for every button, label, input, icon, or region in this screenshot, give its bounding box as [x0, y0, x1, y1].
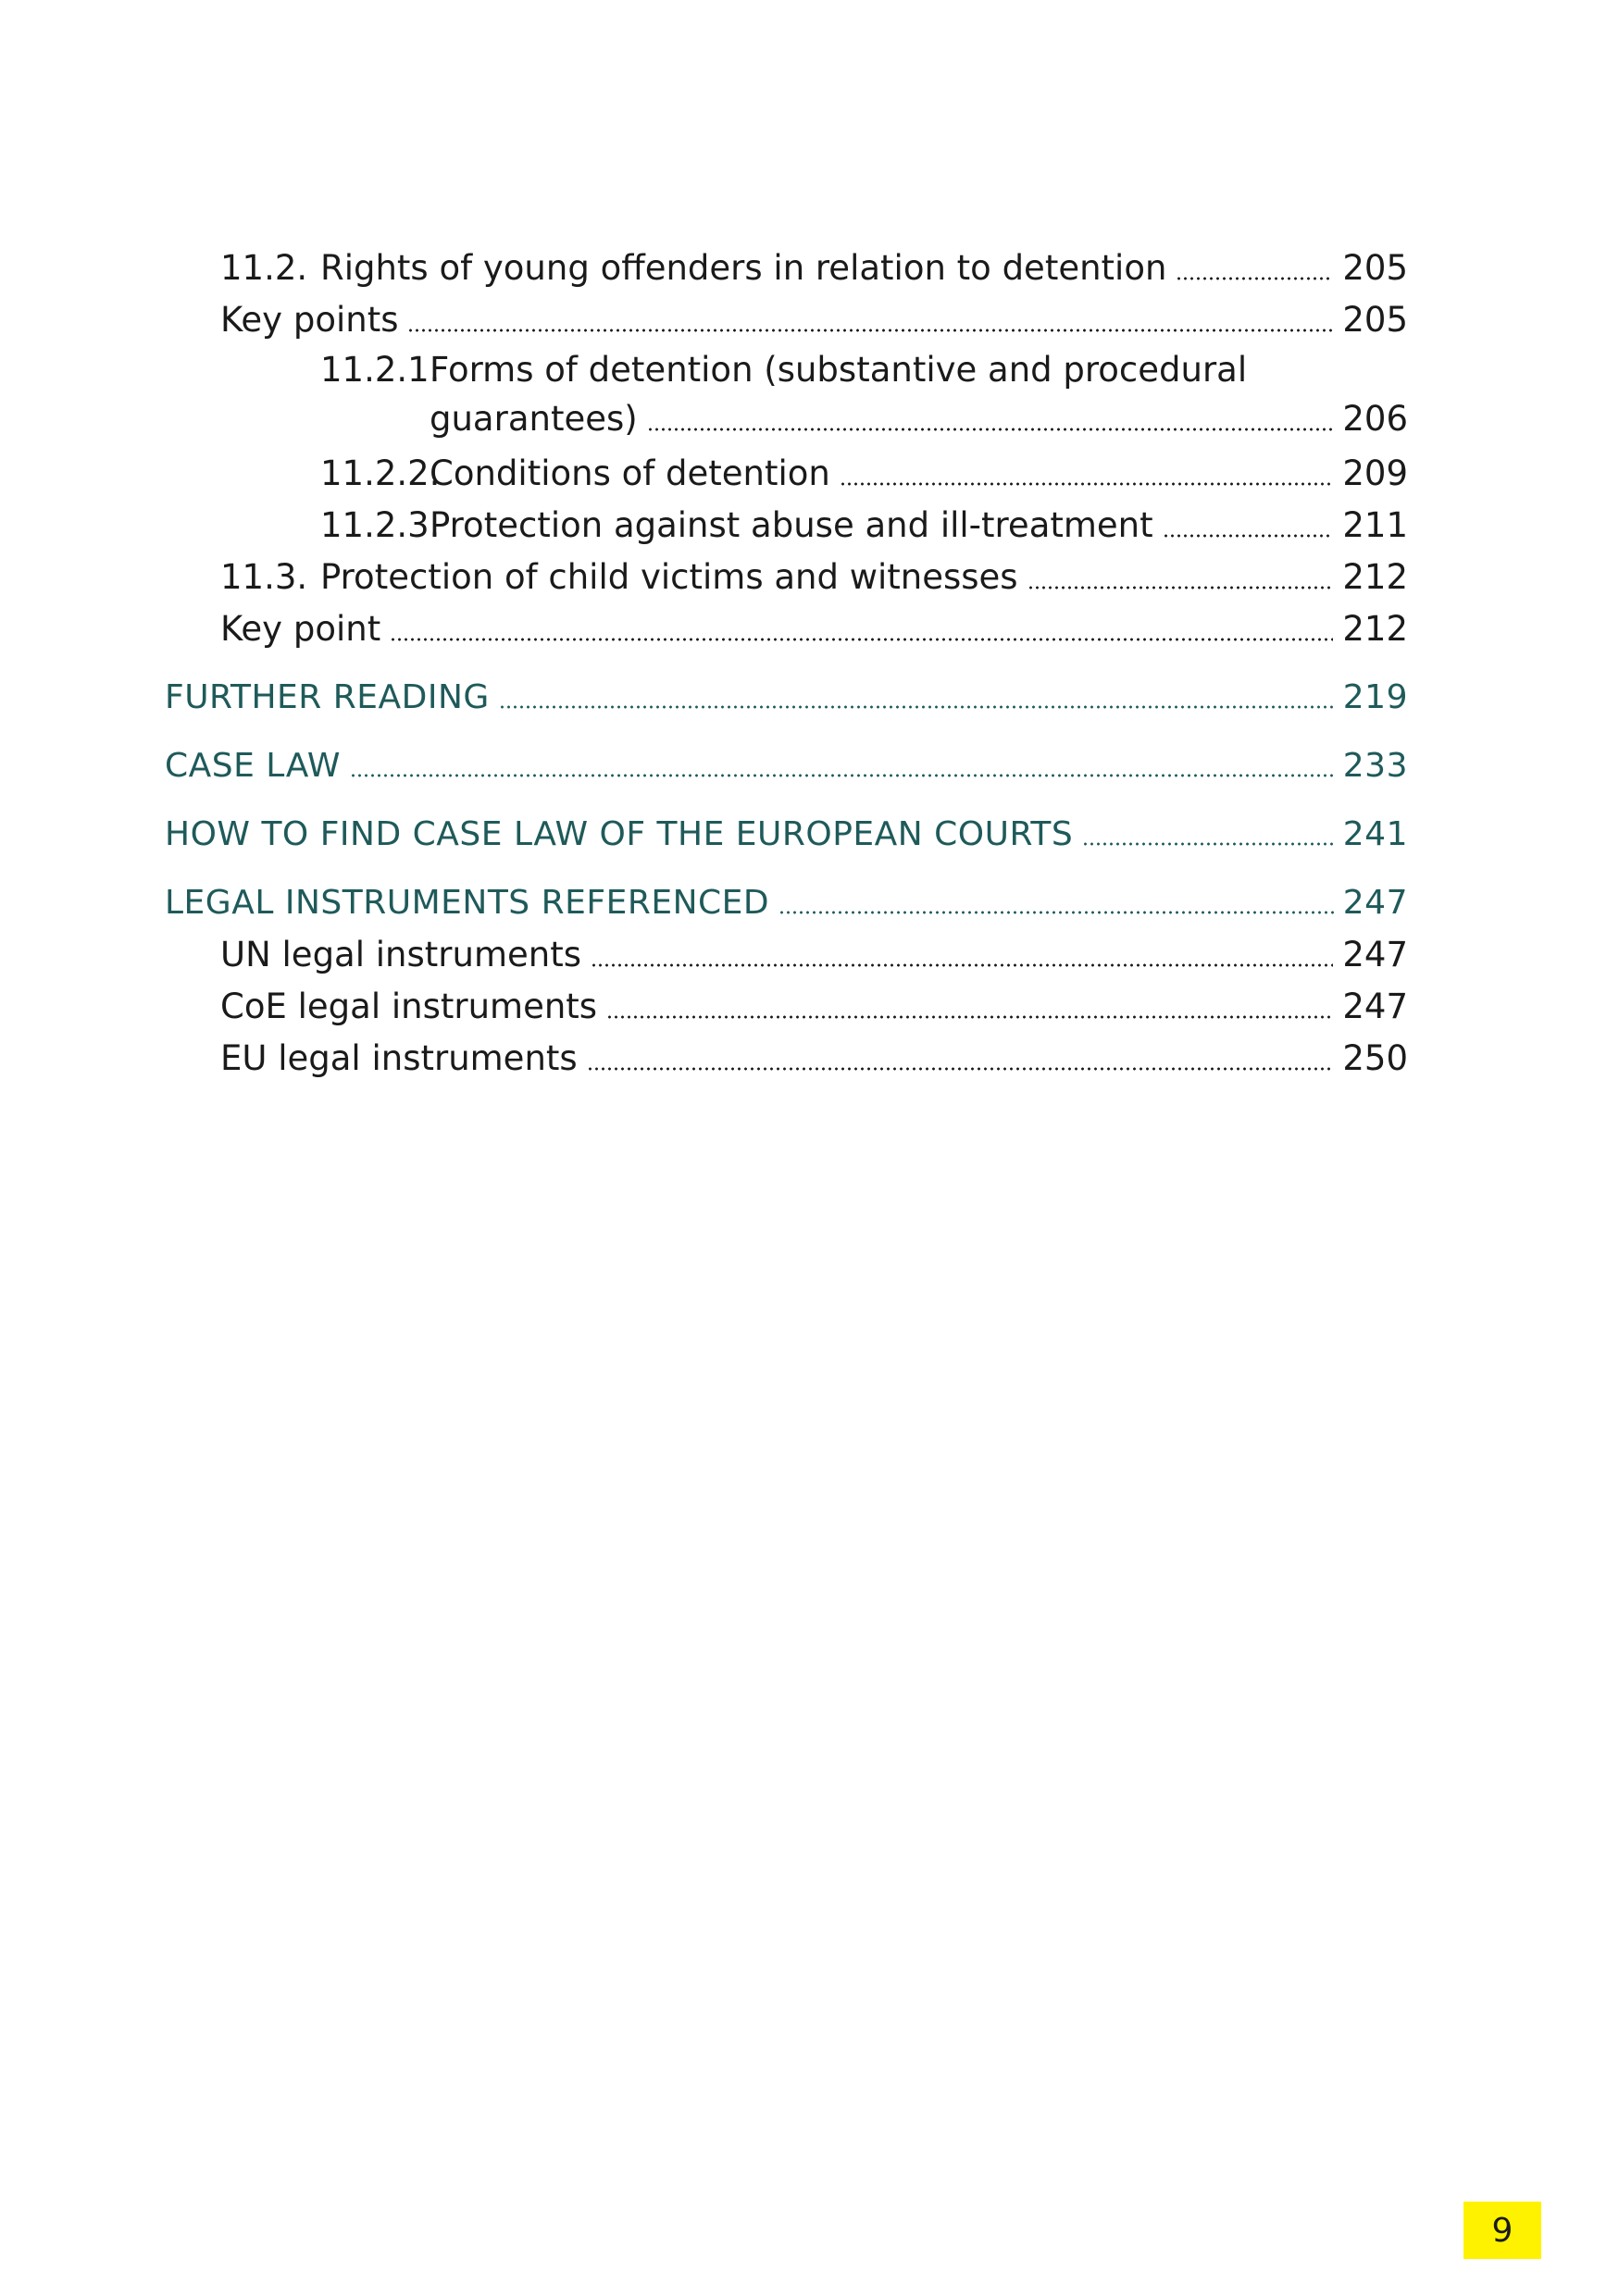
toc-chapter-title: LEGAL INSTRUMENTS REFERENCED	[165, 884, 770, 922]
toc-entry-title-continued: guarantees)	[430, 399, 638, 439]
toc-entry-11-2-2[interactable]	[165, 448, 1408, 500]
toc-entry-page: 209	[1342, 453, 1408, 493]
dot-leader	[1027, 556, 1334, 590]
dot-leader	[407, 299, 1333, 333]
toc-chapter-page: 233	[1342, 747, 1408, 785]
toc-entry-page: 247	[1342, 987, 1408, 1026]
toc-entry-key-points[interactable]	[165, 294, 1408, 346]
toc-chapter-title: CASE LAW	[165, 747, 341, 785]
toc-entry-number: 11.2.3.	[320, 505, 441, 545]
toc-entry-page: 250	[1342, 1038, 1408, 1078]
toc-chapter-page: 241	[1342, 815, 1408, 853]
page-number-label: 9	[1491, 2211, 1513, 2250]
toc-chapter-title: HOW TO FIND CASE LAW OF THE EUROPEAN COURTS	[165, 815, 1074, 853]
toc-entry-number: 11.2.	[220, 248, 308, 288]
toc-chapter-page: 219	[1342, 678, 1408, 716]
toc-entry-page: 212	[1342, 609, 1408, 649]
table-of-contents	[165, 242, 1408, 1085]
toc-entry-11-2[interactable]	[165, 242, 1408, 294]
toc-entry-title: CoE legal instruments	[220, 987, 598, 1026]
toc-chapter-title: FURTHER READING	[165, 678, 490, 716]
toc-entry-11-3[interactable]	[165, 552, 1408, 603]
toc-entry-key-point[interactable]	[165, 603, 1408, 655]
toc-entry-title: Rights of young offenders in relation to detention	[320, 248, 1167, 288]
dot-leader	[778, 882, 1334, 915]
toc-entry-coe-legal-instruments[interactable]	[165, 981, 1408, 1033]
toc-entry-title: Key point	[220, 609, 381, 649]
toc-entry-title: Protection of child victims and witnesses	[320, 557, 1018, 597]
dot-leader	[591, 934, 1333, 968]
toc-entry-page: 205	[1342, 300, 1408, 340]
dot-leader	[1082, 813, 1334, 847]
toc-entry-title: Key points	[220, 300, 399, 340]
toc-entry-title: Conditions of detention	[430, 453, 830, 493]
toc-entry-title: EU legal instruments	[220, 1038, 578, 1078]
toc-entry-11-2-1-continued[interactable]	[165, 394, 1408, 448]
dot-leader	[647, 398, 1334, 432]
dot-leader	[840, 453, 1334, 487]
toc-entry-page: 205	[1342, 248, 1408, 288]
toc-entry-number: 11.2.1.	[320, 350, 441, 390]
toc-chapter-page: 247	[1342, 884, 1408, 922]
page-number	[1463, 2202, 1541, 2259]
dot-leader	[390, 608, 1333, 642]
dot-leader	[350, 745, 1334, 778]
toc-entry-un-legal-instruments[interactable]	[165, 929, 1408, 981]
toc-entry-number: 11.2.2.	[320, 453, 441, 493]
toc-entry-number: 11.3.	[220, 557, 308, 597]
dot-leader	[1176, 247, 1333, 281]
toc-chapter-case-law[interactable]	[165, 740, 1408, 792]
toc-entry-page: 212	[1342, 557, 1408, 597]
toc-entry-title: UN legal instruments	[220, 935, 581, 974]
dot-leader	[587, 1037, 1334, 1072]
toc-entry-11-2-3[interactable]	[165, 500, 1408, 552]
toc-chapter-how-to-find-case-law[interactable]	[165, 809, 1408, 861]
toc-entry-title: Forms of detention (substantive and procedural	[430, 350, 1248, 390]
toc-entry-11-2-1[interactable]	[165, 346, 1408, 394]
toc-entry-page: 211	[1342, 505, 1408, 545]
toc-entry-page: 247	[1342, 935, 1408, 974]
toc-chapter-legal-instruments[interactable]	[165, 877, 1408, 929]
toc-entry-page: 206	[1342, 399, 1408, 439]
dot-leader	[499, 676, 1334, 710]
dot-leader	[606, 986, 1333, 1020]
toc-entry-eu-legal-instruments[interactable]	[165, 1033, 1408, 1085]
toc-entry-title: Protection against abuse and ill-treatment	[430, 505, 1153, 545]
toc-chapter-further-reading[interactable]	[165, 672, 1408, 724]
dot-leader	[1163, 504, 1334, 539]
